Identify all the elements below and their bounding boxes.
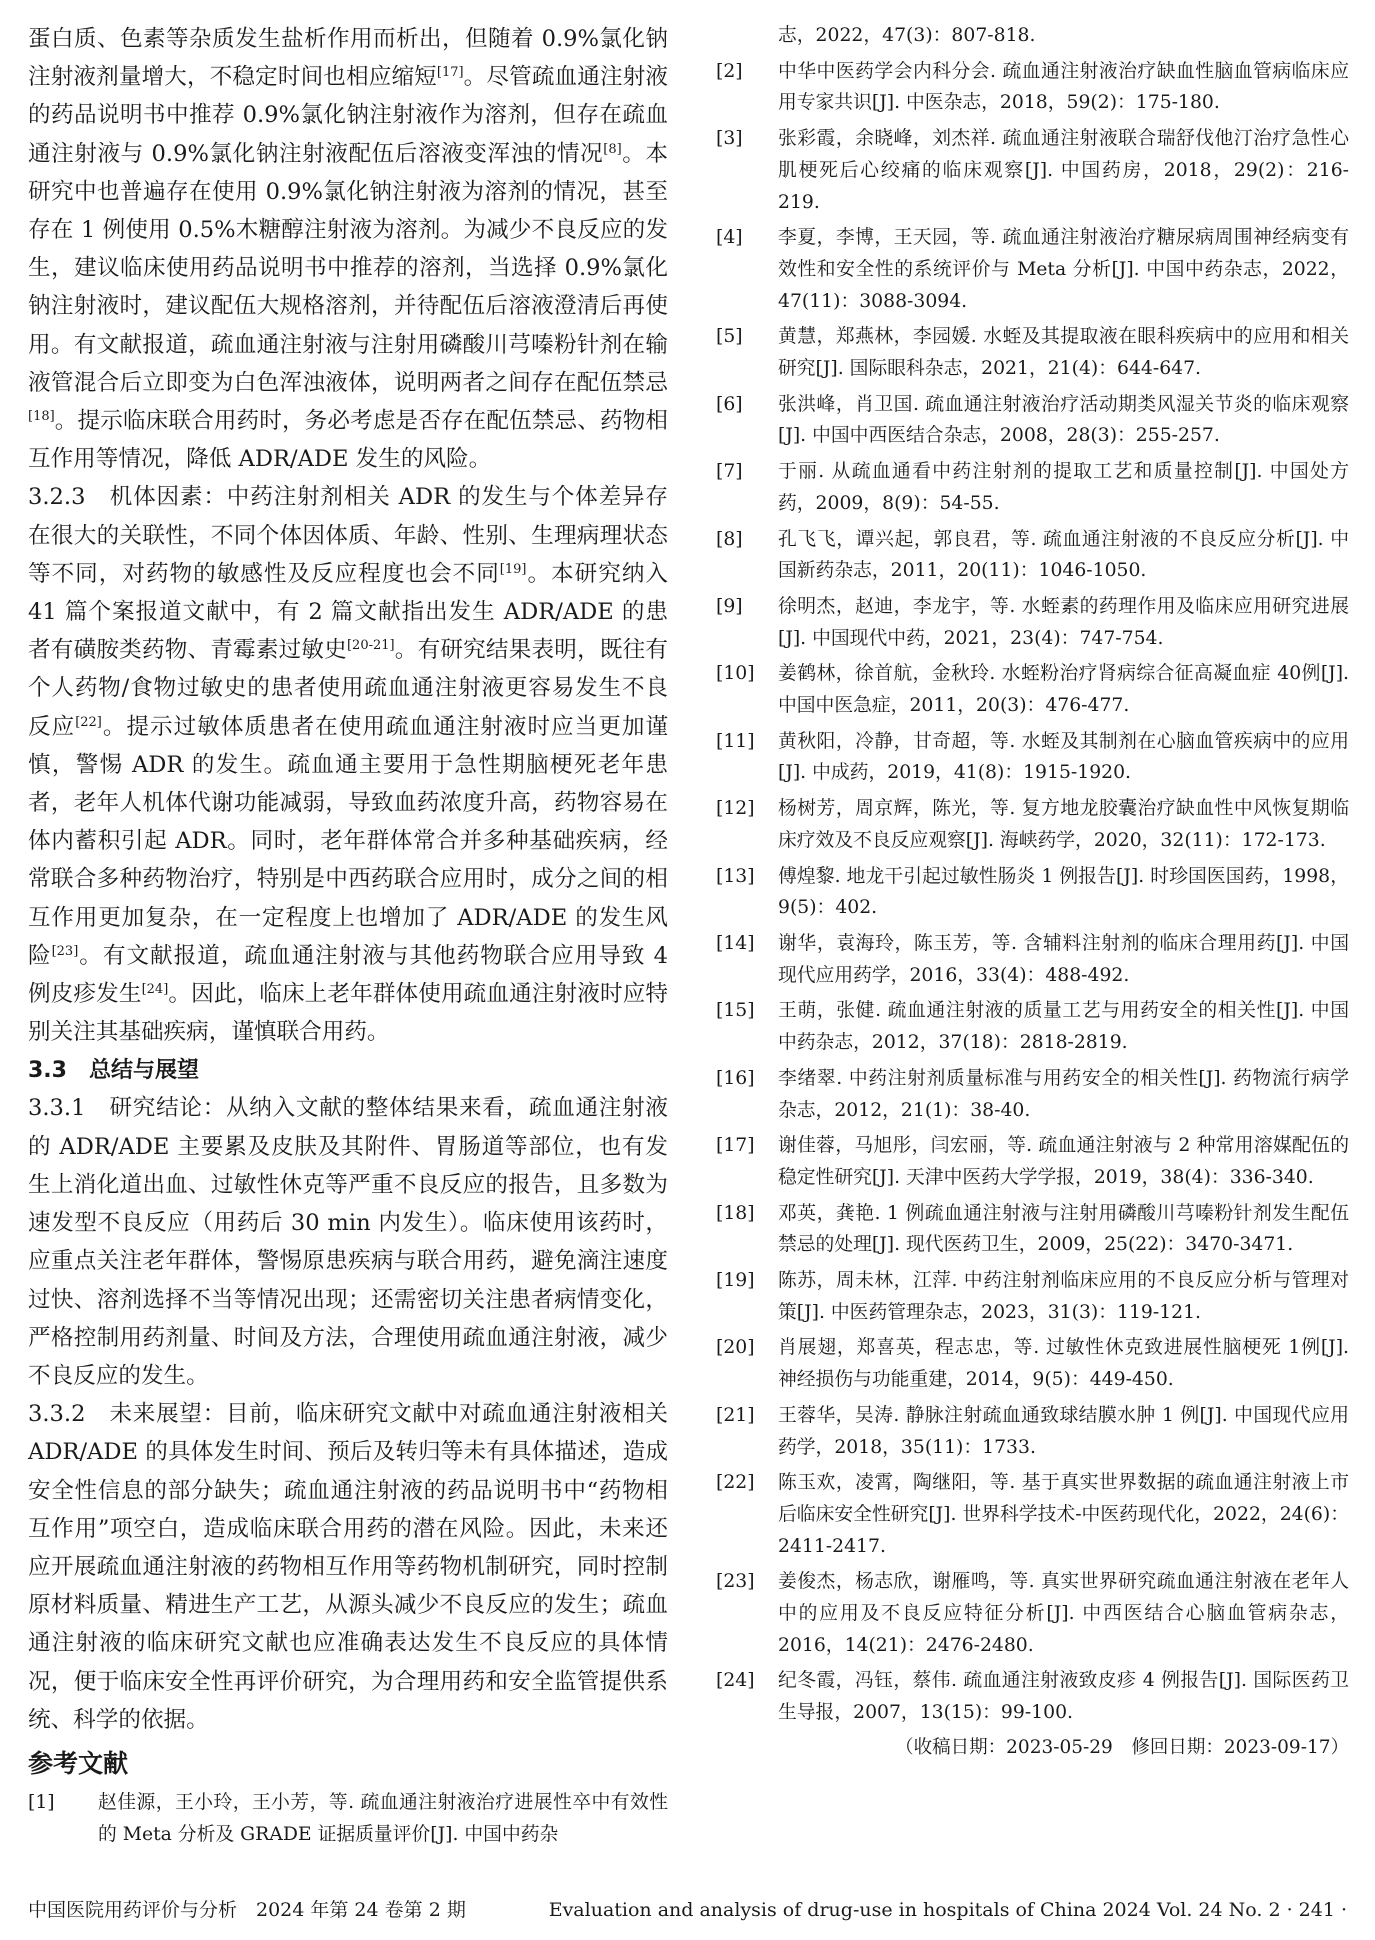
reference-item xyxy=(716,123,1349,218)
citation-18[interactable]: [18] xyxy=(28,409,55,425)
reference-number: [7] xyxy=(716,461,743,483)
reference-number: [8] xyxy=(716,528,743,550)
references-heading: 参考文献 xyxy=(28,1748,129,1778)
reference-text: 肖展翅，郑喜英，程志忠，等. 过敏性休克致进展性脑梗死 1例[J]. 神经损伤与功能重建，2014，9(5)：449-450. xyxy=(778,1337,1349,1391)
citation-8[interactable]: [8] xyxy=(603,141,622,157)
citation-24[interactable]: [24] xyxy=(141,982,169,998)
reference-text: 张彩霞，余晓峰，刘杰祥. 疏血通注射液联合瑞舒伐他汀治疗急性心肌梗死后心绞痛的临床观察[J]. 中国药房，2018，29(2)：216-219. xyxy=(778,128,1349,213)
reference-text: 傅煌黎. 地龙干引起过敏性肠炎 1 例报告[J]. 时珍国医国药，1998，9(5)：402. xyxy=(778,865,1349,919)
reference-text: 于丽. 从疏血通看中药注射剂的提取工艺和质量控制[J]. 中国处方药，2009，8(9)：54-55. xyxy=(778,461,1349,514)
reference-item xyxy=(716,658,1349,721)
reference-text: 志，2022，47(3)：807-818. xyxy=(778,25,1036,46)
section-heading-3-3: 3.3 总结与展望 xyxy=(28,1058,199,1084)
reference-text: 孔飞飞，谭兴起，郭良君，等. 疏血通注射液的不良反应分析[J]. 中国新药杂志，2011，20(11)：1046-1050. xyxy=(778,528,1349,582)
reference-number: [15] xyxy=(716,1000,755,1022)
citation-17[interactable]: [17] xyxy=(436,65,464,81)
reference-item xyxy=(716,1332,1349,1395)
reference-number: [12] xyxy=(716,798,755,820)
reference-text: 邓英，龚艳. 1 例疏血通注射液与注射用磷酸川芎嗪粉针剂发生配伍禁忌的处理[J]. 现代医药卫生，2009，25(22)：3470-3471. xyxy=(778,1202,1349,1256)
reference-item xyxy=(716,928,1349,991)
reference-text: 谢佳蓉，马旭彤，闫宏丽，等. 疏血通注射液与 2 种常用溶媒配伍的稳定性研究[J]. 天津中医药大学学报，2019，38(4)：336-340. xyxy=(778,1135,1349,1188)
reference-number: [23] xyxy=(716,1571,755,1593)
reference-item xyxy=(716,726,1349,789)
reference-number: [13] xyxy=(716,865,755,887)
reference-number: [16] xyxy=(716,1067,755,1089)
reference-item xyxy=(716,1265,1349,1328)
reference-text: 王蓉华，吴涛. 静脉注射疏血通致球结膜水肿 1 例[J]. 中国现代应用药学，2018，35(11)：1733. xyxy=(778,1404,1349,1458)
reference-text: 陈玉欢，凌霄，陶继阳，等. 基于真实世界数据的疏血通注射液上市后临床安全性研究[J]. 世界科学技术-中医药现代化，2022，24(6)：2411-2417. xyxy=(778,1472,1349,1557)
reference-text: 王萌，张健. 疏血通注射液的质量工艺与用药安全的相关性[J]. 中国中药杂志，2012，37(18)：2818-2819. xyxy=(778,1000,1349,1054)
reference-item xyxy=(716,456,1349,519)
reference-item xyxy=(716,1063,1349,1126)
reference-item xyxy=(716,321,1349,384)
reference-number: [3] xyxy=(716,128,743,150)
reference-text: 黄秋阳，冷静，甘奇超，等. 水蛭及其制剂在心脑血管疾病中的应用[J]. 中成药，2019，41(8)：1915-1920. xyxy=(778,730,1349,784)
reference-item xyxy=(716,861,1349,924)
reference-text: 陈苏，周未林，江萍. 中药注射剂临床应用的不良反应分析与管理对策[J]. 中医药管理杂志，2023，31(3)：119-121. xyxy=(778,1270,1349,1323)
paragraph-3-2-3-body-factors: 3.2.3 机体因素：中药注射剂相关 ADR 的发生与个体差异存在很大的关联性，不同个体因体质、年龄、性别、生理病理状态等不同，对药物的敏感性及反应程度也会不同[19]。本研究纳入 41 篇个案报道文献中，有 2 篇文献指出发生 ADR/ADE 的患者有磺胺类药物、青霉素过敏史[20-21]。有研究结果表明，既往有个人药物/食物过敏史的患者使用疏血通注射液更容易发生不良反应[22]。提示过敏体质患者在使用疏血通注射液时应当更加谨慎，警惕 ADR 的发生。疏血通主要用于急性期脑梗死老年患者，老年人机体代谢功能减弱，导致血药浓度升高，药物容易在体内蓄积引起 ADR。同时，老年群体常合并多种基础疾病，经常联合多种药物治疗，特别是中西药联合应用时，成分之间的相互作用更加复杂，在一定程度上也增加了 ADR/ADE 的发生风险[23]。有文献报道，疏血通注射液与其他药物联合应用导致 4 例皮疹发生[24]。因此，临床上老年群体使用疏血通注射液时应特别关注其基础疾病，谨慎联合用药。 xyxy=(28,484,669,1046)
reference-item xyxy=(716,1566,1349,1661)
reference-item xyxy=(716,56,1349,119)
left-column xyxy=(28,20,668,1854)
reference-text: 谢华，袁海玲，陈玉芳，等. 含辅料注射剂的临床合理用药[J]. 中国现代应用药学，2016，33(4)：488-492. xyxy=(778,932,1349,986)
reference-list xyxy=(716,56,1349,1729)
reference-item xyxy=(716,1198,1349,1261)
reference-item xyxy=(716,524,1349,587)
reference-number: [6] xyxy=(716,393,743,415)
paragraph-3-3-2-outlook: 3.3.2 未来展望：目前，临床研究文献中对疏血通注射液相关 ADR/ADE 的具体发生时间、预后及转归等未有具体描述，造成安全性信息的部分缺失；疏血通注射液的药品说明书中“药物相互作用”项空白，造成临床联合用药的潜在风险。因此，未来还应开展疏血通注射液的药物相互作用等药物机制研究，同时控制原材料质量、精进生产工艺，从源头减少不良反应的发生；疏血通注射液的临床研究文献也应准确表达发生不良反应的具体情况，便于临床安全性再评价研究，为合理用药和安全监管提供系统、科学的依据。 xyxy=(28,1401,668,1733)
reference-number: [1] xyxy=(28,1791,55,1813)
right-column xyxy=(716,20,1349,1763)
reference-number: [20] xyxy=(716,1337,755,1359)
reference-number: [4] xyxy=(716,227,743,249)
reference-text: 姜鹤林，徐首航，金秋玲. 水蛭粉治疗肾病综合征高凝血症 40例[J]. 中国中医急症，2011，20(3)：476-477. xyxy=(778,663,1349,717)
reference-text: 李夏，李博，王天园，等. 疏血通注射液治疗糖尿病周围神经病变有效性和安全性的系统评价与 Meta 分析[J]. 中国中药杂志，2022，47(11)：3088-3094. xyxy=(778,227,1349,312)
reference-item xyxy=(716,1467,1349,1562)
footer-journal-cn: 中国医院用药评价与分析 2024 年第 24 卷第 2 期 xyxy=(28,1899,466,1921)
reference-text: 杨树芳，周京辉，陈光，等. 复方地龙胶囊治疗缺血性中风恢复期临床疗效及不良反应观察[J]. 海峡药学，2020，32(11)：172-173. xyxy=(778,798,1349,851)
reference-item xyxy=(716,1400,1349,1463)
reference-item xyxy=(716,222,1349,317)
reference-number: [22] xyxy=(716,1472,755,1494)
reference-item-1 xyxy=(28,1787,668,1850)
reference-number: [2] xyxy=(716,60,743,82)
reference-number: [11] xyxy=(716,730,755,752)
reference-text: 张洪峰，肖卫国. 疏血通注射液治疗活动期类风湿关节炎的临床观察[J]. 中国中西医结合杂志，2008，28(3)：255-257. xyxy=(778,393,1349,447)
footer-journal-en-page: Evaluation and analysis of drug-use in hospitals of China 2024 Vol. 24 No. 2 · 241 · xyxy=(548,1899,1347,1921)
citation-22[interactable]: [22] xyxy=(75,714,102,730)
reference-item-1-continued xyxy=(716,20,1349,52)
reference-text: 黄慧，郑燕林，李园媛. 水蛭及其提取液在眼科疾病中的应用和相关研究[J]. 国际眼科杂志，2021，21(4)：644-647. xyxy=(778,326,1349,380)
reference-text: 李绪翠. 中药注射剂质量标准与用药安全的相关性[J]. 药物流行病学杂志，2012，21(1)：38-40. xyxy=(778,1067,1349,1121)
paragraph-3-3-1-conclusion: 3.3.1 研究结论：从纳入文献的整体结果来看，疏血通注射液的 ADR/ADE 主要累及皮肤及其附件、胃肠道等部位，也有发生上消化道出血、过敏性休克等严重不良反应的报告，且多数为速发型不良反应（用药后 30 min 内发生）。临床使用该药时，应重点关注老年群体，警惕原患疾病与联合用药，避免滴注速度过快、溶剂选择不当等情况出现；还需密切关注患者病情变化，严格控制用药剂量、时间及方法，合理使用疏血通注射液，减少不良反应的发生。 xyxy=(28,1095,668,1389)
reference-number: [17] xyxy=(716,1135,755,1157)
reference-item xyxy=(716,1130,1349,1193)
reference-number: [19] xyxy=(716,1270,755,1292)
paragraph-solvent-discussion: 蛋白质、色素等杂质发生盐析作用而析出，但随着 0.9%氯化钠注射液剂量增大，不稳定时间也相应缩短[17]。尽管疏血通注射液的药品说明书中推荐 0.9%氯化钠注射液作为溶剂，但存在疏血通注射液与 0.9%氯化钠注射液配伍后溶液变浑浊的情况[8]。本研究中也普遍存在使用 0.9%氯化钠注射液为溶剂的情况，甚至存在 1 例使用 0.5%木糖醇注射液为溶剂。为减少不良反应的发生，建议临床使用药品说明书中推荐的溶剂，当选择 0.9%氯化钠注射液时，建议配伍大规格溶剂，并待配伍后溶液澄清后再使用。有文献报道，疏血通注射液与注射用磷酸川芎嗪粉针剂在输液管混合后立即变为白色浑浊液体，说明两者之间存在配伍禁忌[18]。提示临床联合用药时，务必考虑是否存在配伍禁忌、药物相互作用等情况，降低 ADR/ADE 发生的风险。 xyxy=(28,26,668,473)
page-footer xyxy=(28,1898,1347,1922)
reference-number: [14] xyxy=(716,932,755,954)
reference-number: [18] xyxy=(716,1202,755,1224)
received-revised-dates: （收稿日期：2023-05-29 修回日期：2023-09-17） xyxy=(895,1736,1349,1758)
reference-text: 中华中医药学会内科分会. 疏血通注射液治疗缺血性脑血管病临床应用专家共识[J]. 中医杂志，2018，59(2)：175-180. xyxy=(778,60,1349,114)
reference-text: 姜俊杰，杨志欣，谢雁鸣，等. 真实世界研究疏血通注射液在老年人中的应用及不良反应特征分析[J]. 中西医结合心脑血管病杂志，2016，14(21)：2476-2480. xyxy=(778,1571,1349,1656)
reference-item xyxy=(716,389,1349,452)
reference-item xyxy=(716,995,1349,1058)
citation-23[interactable]: [23] xyxy=(51,943,79,959)
citation-19[interactable]: [19] xyxy=(499,561,527,577)
reference-item xyxy=(716,591,1349,654)
reference-number: [10] xyxy=(716,663,755,685)
reference-item xyxy=(716,793,1349,856)
reference-number: [24] xyxy=(716,1670,755,1692)
reference-number: [9] xyxy=(716,595,743,617)
reference-number: [21] xyxy=(716,1404,755,1426)
reference-text: 赵佳源，王小玲，王小芳，等. 疏血通注射液治疗进展性卒中有效性的 Meta 分析及 GRADE 证据质量评价[J]. 中国中药杂 xyxy=(98,1791,668,1845)
citation-20-21[interactable]: [20-21] xyxy=(346,638,395,654)
reference-number: [5] xyxy=(716,326,743,348)
reference-text: 纪冬霞，冯钰，蔡伟. 疏血通注射液致皮疹 4 例报告[J]. 国际医药卫生导报，2007，13(15)：99-100. xyxy=(778,1670,1349,1724)
reference-item xyxy=(716,1665,1349,1728)
reference-text: 徐明杰，赵迪，李龙宇，等. 水蛭素的药理作用及临床应用研究进展[J]. 中国现代中药，2021，23(4)：747-754. xyxy=(778,595,1349,649)
